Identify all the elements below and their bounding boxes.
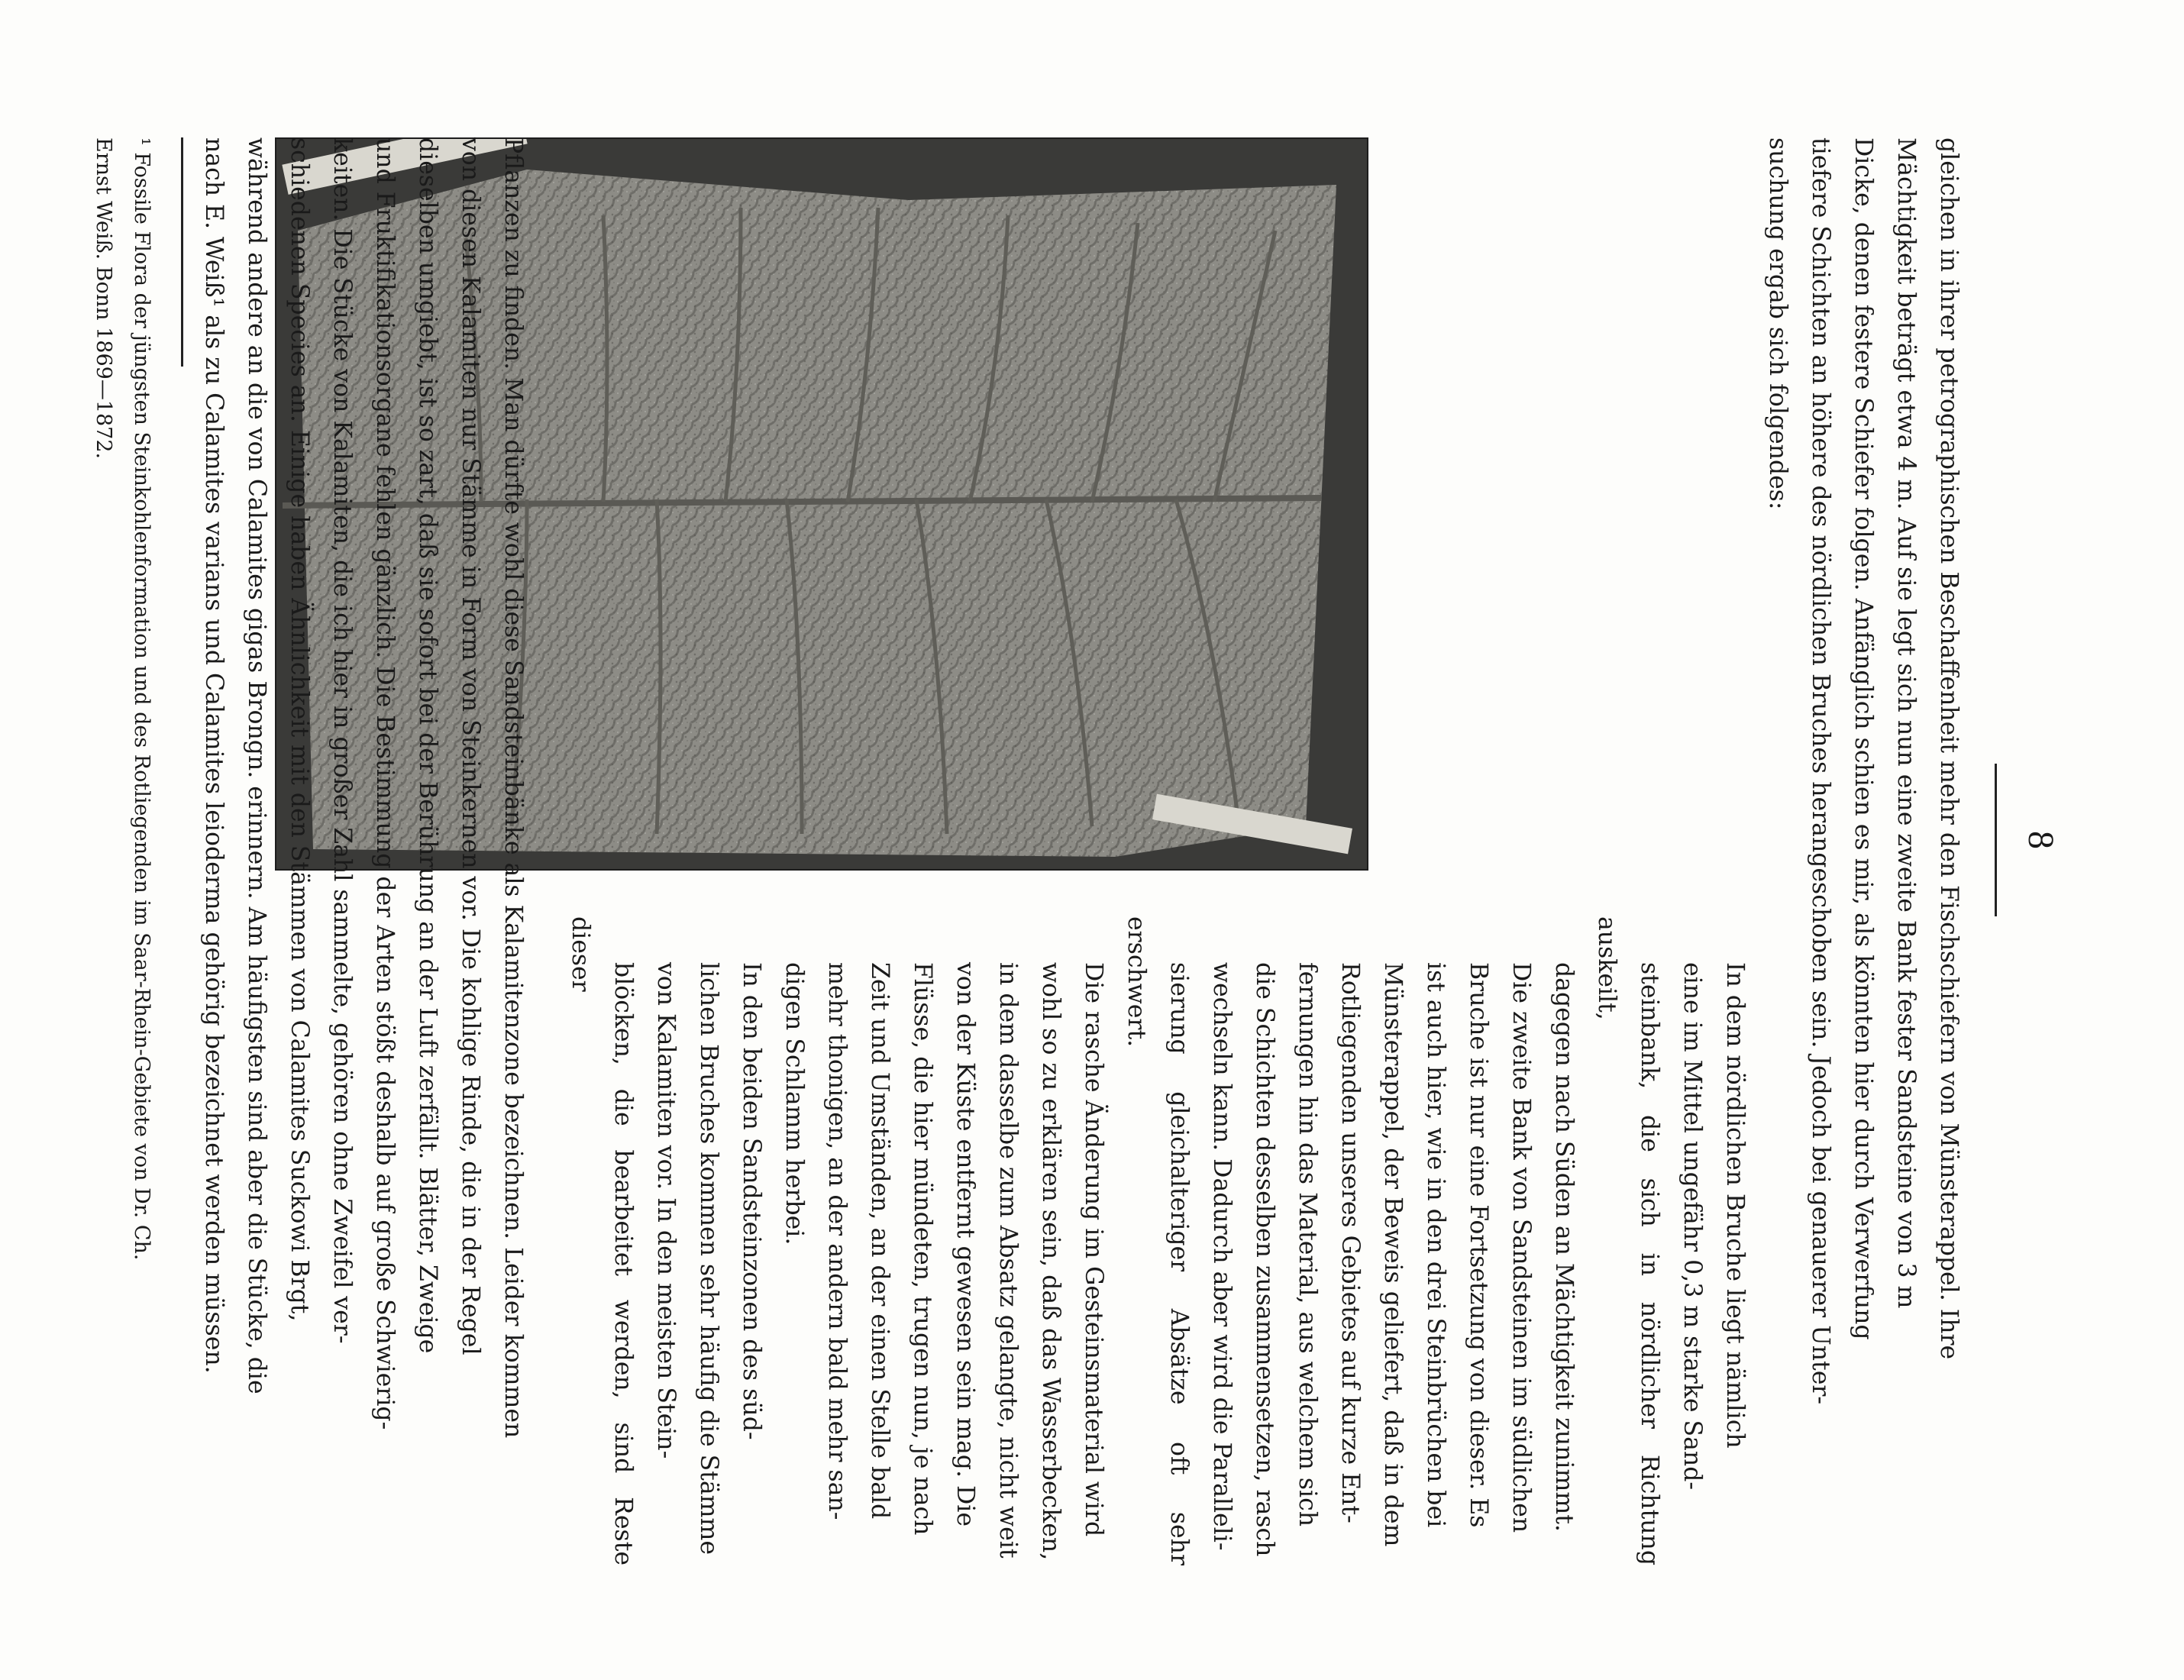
footnote-rule [181,137,183,367]
footnote-line: ¹ Fossile Flora der jüngsten Steinkohlenformation und des Rotliegenden im Saar-Rhein-Gebiete von Dr. Ch. [130,137,153,1261]
text-line: wechseln kann. Dadurch aber wird die Paralleli- [1208,962,1236,1551]
text-line: eine im Mittel ungefähr 0,3 m starke Sand- [1678,962,1706,1491]
text-line: ist auch hier, wie in den drei Steinbrüchen bei [1422,962,1449,1528]
text-line: Rotliegenden unseres Gebietes auf kurze Ent- [1336,962,1364,1523]
text-line: Bruche ist nur eine Fortsetzung von dieser. Es [1465,962,1492,1528]
text-line: tiefere Schichten an höhere des nördlichen Bruches herangeschoben sein. Jedoch bei genauerer Unter- [1807,137,1834,1405]
text-line: gleichen in ihrer petrographischen Beschaffenheit mehr den Fischschiefern von Münsterappel. Ihre [1935,137,1963,1360]
page-number: 8 [2021,831,2061,849]
footnote [84,137,160,1565]
text-block-bottom [192,137,535,1565]
text-line: digen Schlamm herbei. [780,962,808,1245]
text-line: und Fruktifikationsorgane fehlen gänzlich. Die Bestimmung der Arten stößt deshalb auf große Schwierig- [371,137,399,1430]
text-line: Pflanzen zu finden. Man dürfte wohl diese Sandsteinbänke als Kalamitenzone bezeichnen. Leider kommen [499,137,527,1439]
text-line: nach E. Weiß¹ als zu Calamites varians und Calamites leioderma gehörig bezeichnet werden müssen. [200,137,228,1374]
text-line: sierung gleichalteriger Absätze oft sehr erschwert. [1123,916,1193,1565]
text-line: Dicke, denen festere Schiefer folgen. Anfänglich schien es mir, als könnten hier durch Verwerfung [1850,137,1877,1340]
text-line: Flüsse, die hier mündeten, trugen nun, je nach [909,962,936,1536]
text-line: fernungen hin das Material, aus welchem sich [1294,962,1321,1527]
text-line: Mächtigkeit beträgt etwa 4 m. Auf sie legt sich nun eine zweite Bank fester Sandsteine von 3 m [1892,137,1920,1309]
text-line: dagegen nach Süden an Mächtigkeit zunimmt. [1550,962,1578,1532]
text-column-right [559,916,1756,1565]
text-line: suchung ergab sich folgendes: [1764,137,1791,510]
text-line: steinbank, die sich in nördlicher Richtung auskeilt, [1593,916,1663,1565]
text-line: in dem dasselbe zum Absatz gelangte, nicht weit [994,962,1022,1559]
footnote-line: Ernst Weiß. Bonn 1869—1872. [92,137,115,460]
text-line: mehr thonigen, an der andern bald mehr san- [823,962,851,1520]
text-line: lichen Bruches kommen sehr häufig die Stämme [695,962,722,1555]
text-line: während andere an die von Calamites gigas Brongn. erinnern. Am häufigsten sind aber die Stücke, die [243,137,270,1394]
text-block-top [1756,137,1970,1565]
text-line: die Schichten desselben zusammensetzen, rasch [1251,962,1278,1557]
text-line: Münsterappel, der Beweis geliefert, daß in dem [1379,962,1407,1547]
text-line: Die zweite Bank von Sandsteinen im südlichen [1507,962,1535,1533]
text-line: von der Küste entfernt gewesen sein mag. Die [951,962,979,1527]
text-line: Zeit und Umständen, an der einen Stelle bald [866,962,893,1520]
text-line: dieselben umgiebt, ist so zart, daß sie sofort bei der Berührung an der Luft zerfällt. Blätter, Zweige [414,137,441,1354]
text-line: blöcken, die bearbeitet werden, sind Reste dieser [567,916,637,1565]
text-line: schiedenen Species an. Einige haben Ähnlichkeit mit den Stämmen von Calamites Suckowi Brgt, [286,137,313,1322]
page-number-rule [1995,764,1997,916]
text-line: wohl so zu erklären sein, daß das Wasserbecken, [1037,962,1065,1561]
text-line: von Kalamiten vor. In den meisten Stein- [652,962,680,1459]
text-line: In dem nördlichen Bruche liegt nämlich [1721,962,1749,1449]
text-line: von diesen Kalamiten nur Stämme in Form von Steinkernen vor. Die kohlige Rinde, die in der Regel [457,137,484,1355]
text-line: keiten. Die Stücke von Kalamiten, die ich hier in großer Zahl sammelte, gehören ohne Zweifel ver- [328,137,356,1344]
text-line: Die rasche Änderung im Gesteinsmaterial wird [1080,962,1107,1537]
text-line: In den beiden Sandsteinzonen des süd- [738,962,765,1440]
